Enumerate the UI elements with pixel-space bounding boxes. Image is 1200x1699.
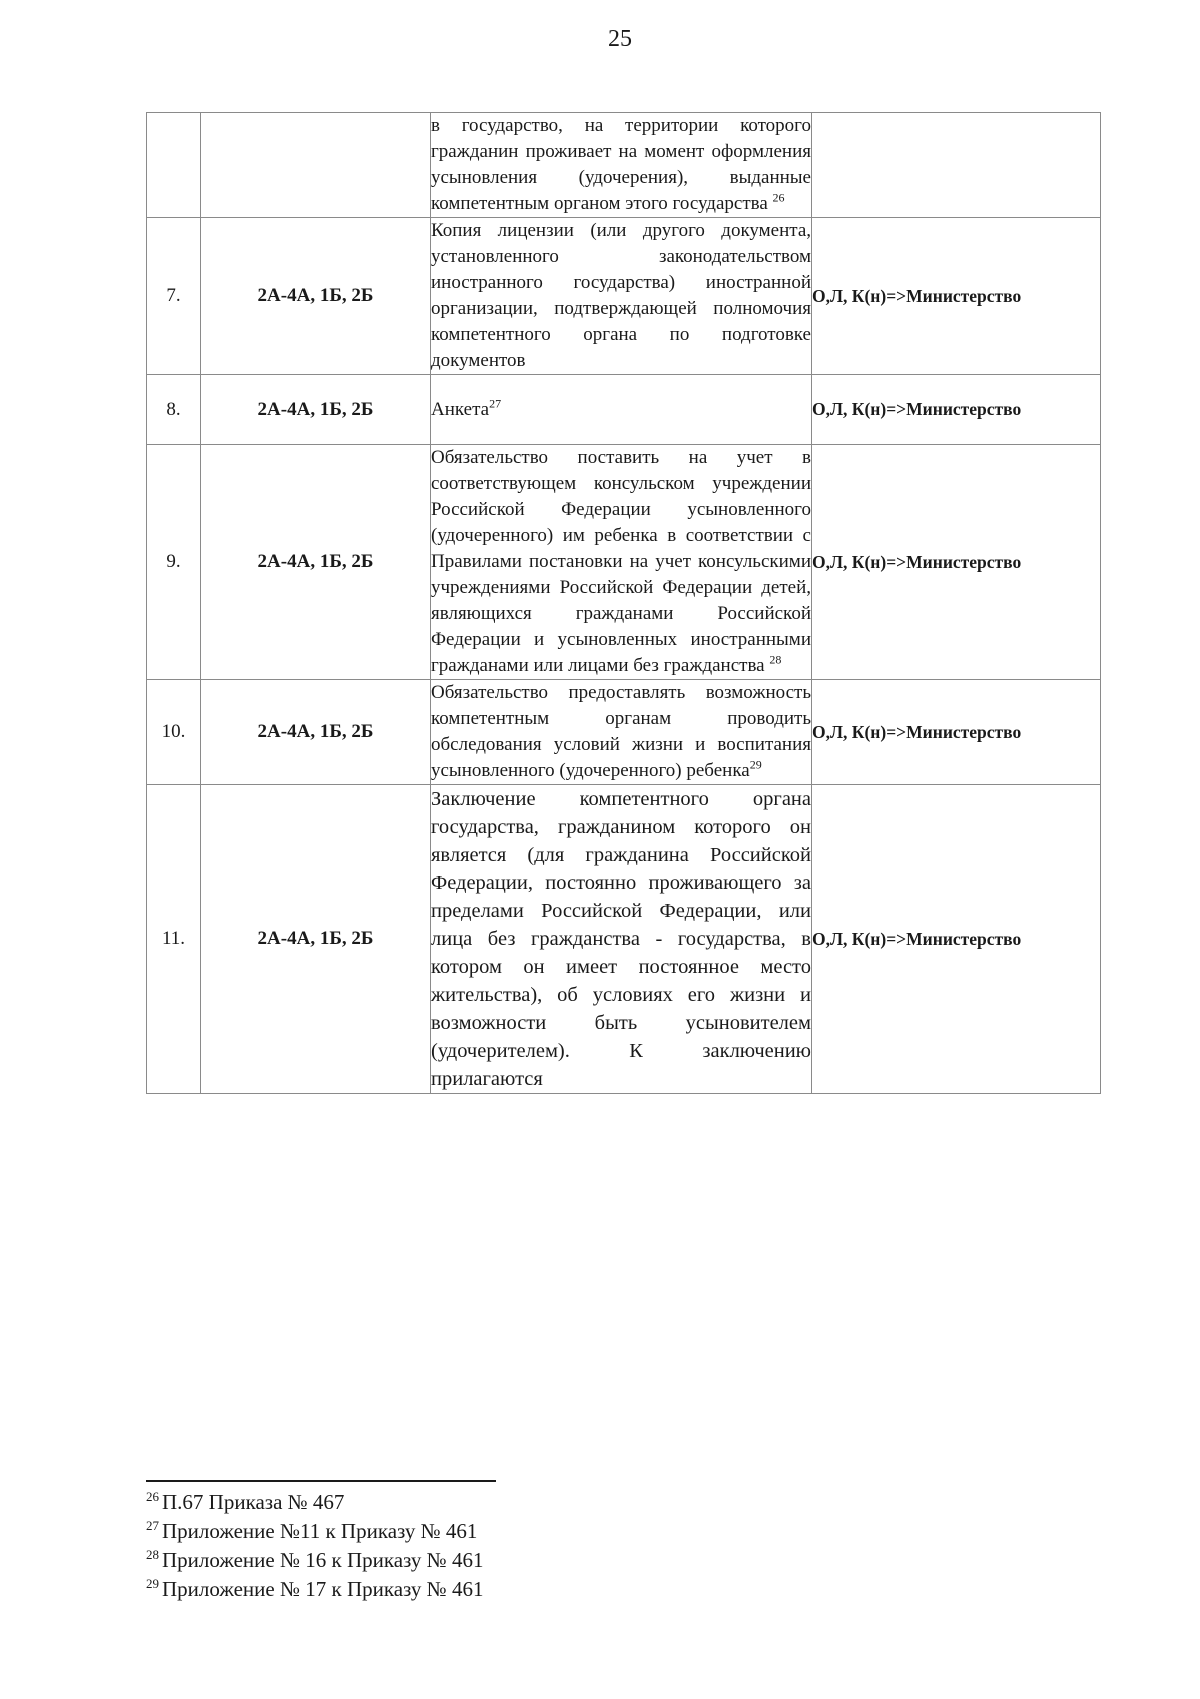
row-description (431, 375, 812, 445)
row-code (201, 113, 431, 218)
footnote-mark: 26 (146, 1489, 159, 1504)
footnote-ref: 29 (749, 757, 762, 772)
row-number (147, 113, 201, 218)
row-number: 7. (147, 218, 201, 375)
row-description (431, 113, 812, 218)
footnote-text: П.67 Приказа № 467 (162, 1490, 345, 1514)
row-code: 2А-4А, 1Б, 2Б (201, 375, 431, 445)
footnote-mark: 27 (146, 1518, 159, 1533)
table-row (147, 218, 1101, 375)
table-row (147, 113, 1101, 218)
footnote (146, 1488, 483, 1517)
description-text: Заключение компетентного органа государства, гражданином которого он является (для гражданина Российской Федерации, постоянно проживающего за пределами Российской Федерации, или лица без гражданства - государства, в котором он имеет постоянное место жительства), об условиях его жизни и возможности быть усыновителем (удочерителем). К заключению прилагаются (431, 788, 811, 1090)
row-description (431, 680, 812, 785)
footnote (146, 1575, 483, 1604)
row-code: 2А-4А, 1Б, 2Б (201, 680, 431, 785)
table-row (147, 375, 1101, 445)
description-text: в государство, на территории которого гражданин проживает на момент оформления усыновления (удочерения), выданные компетентным органом этого государства (431, 115, 811, 214)
row-code: 2А-4А, 1Б, 2Б (201, 445, 431, 680)
row-form: О,Л, К(н)=>Министерство (812, 680, 1101, 785)
row-form: О,Л, К(н)=>Министерство (812, 375, 1101, 445)
row-form: О,Л, К(н)=>Министерство (812, 785, 1101, 1094)
footnote (146, 1517, 483, 1546)
row-form: О,Л, К(н)=>Министерство (812, 445, 1101, 680)
footnote-text: Приложение №11 к Приказу № 461 (162, 1519, 478, 1543)
page-number: 25 (608, 26, 632, 52)
row-description (431, 785, 812, 1094)
footnote-ref: 27 (489, 396, 502, 411)
footnote-text: Приложение № 16 к Приказу № 461 (162, 1548, 484, 1572)
requirements-table (146, 112, 1101, 1094)
footnote (146, 1546, 483, 1575)
row-number: 11. (147, 785, 201, 1094)
row-number: 10. (147, 680, 201, 785)
footnote-mark: 29 (146, 1576, 159, 1591)
footnote-ref: 26 (772, 190, 785, 205)
footnote-mark: 28 (146, 1547, 159, 1562)
row-code: 2А-4А, 1Б, 2Б (201, 218, 431, 375)
row-code: 2А-4А, 1Б, 2Б (201, 785, 431, 1094)
row-form (812, 113, 1101, 218)
description-text: Обязательство предоставлять возможность компетентным органам проводить обследования условий жизни и воспитания усыновленного (удочеренного) ребенка (431, 682, 811, 781)
row-number: 8. (147, 375, 201, 445)
description-text: Копия лицензии (или другого документа, установленного законодательством иностранного государства) иностранной организации, подтверждающей полномочия компетентного органа по подготовке документов (431, 220, 811, 371)
table-row (147, 680, 1101, 785)
footnotes (146, 1488, 483, 1604)
description-text: Обязательство поставить на учет в соответствующем консульском учреждении Российской Федерации усыновленного (удочеренного) им ребенка в соответствии с Правилами постановки на учет консульскими учреждениями Российской Федерации детей, являющихся гражданами Российской Федерации и усыновленных иностранными гражданами или лицами без гражданства (431, 447, 811, 676)
table-row (147, 785, 1101, 1094)
row-description (431, 218, 812, 375)
description-text: Анкета (431, 398, 490, 420)
footnote-text: Приложение № 17 к Приказу № 461 (162, 1577, 484, 1601)
footnote-ref: 28 (769, 652, 782, 667)
row-description (431, 445, 812, 680)
row-form: О,Л, К(н)=>Министерство (812, 218, 1101, 375)
footnote-divider (146, 1480, 496, 1482)
row-number: 9. (147, 445, 201, 680)
table-row (147, 445, 1101, 680)
